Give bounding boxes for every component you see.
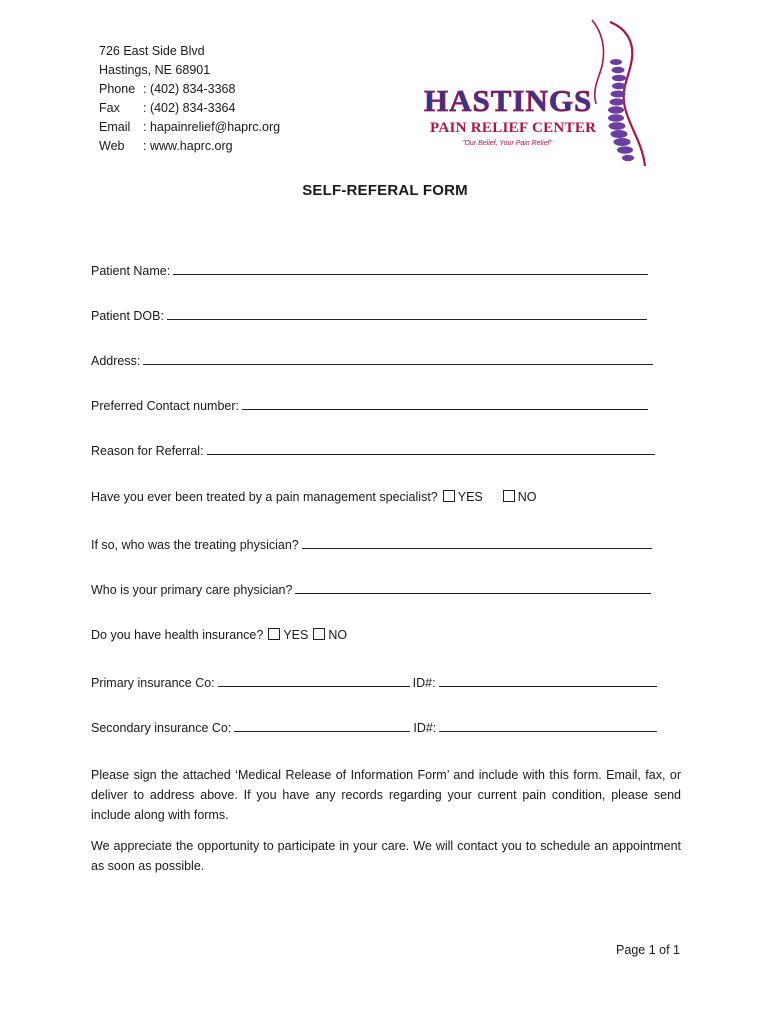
insurance-yes-checkbox[interactable] (268, 628, 280, 640)
contact-block (99, 42, 280, 156)
primary-physician-label: Who is your primary care physician? (91, 583, 293, 597)
secondary-insurance-label: Secondary insurance Co: (91, 721, 232, 735)
patient-name-row (91, 262, 648, 278)
primary-physician-field[interactable] (295, 581, 651, 594)
appreciation-paragraph: We appreciate the opportunity to participate in your care. We will contact you to schedule an appointment as soon as possible. (91, 839, 681, 873)
primary-insurance-row (91, 674, 657, 690)
contact-number-row (91, 397, 648, 413)
patient-name-label: Patient Name: (91, 264, 171, 278)
primary-physician-row (91, 581, 651, 597)
insurance-yes-label: YES (283, 628, 309, 642)
page-number: Page 1 of 1 (616, 943, 680, 957)
hastings-logo (420, 18, 680, 178)
logo-name: HASTINGS (424, 83, 593, 118)
patient-name-field[interactable] (173, 262, 648, 275)
reason-label: Reason for Referral: (91, 444, 204, 458)
address-line-1: 726 East Side Blvd (99, 44, 205, 58)
phone-label: Phone (99, 82, 136, 96)
treated-question-row (91, 489, 537, 504)
fax-value: : (402) 834-3364 (143, 101, 236, 115)
email-label: Email (99, 120, 131, 134)
treated-no-label: NO (517, 490, 537, 504)
address-row (91, 352, 653, 368)
silhouette-front-curve (592, 20, 604, 104)
treating-physician-field[interactable] (302, 536, 652, 549)
web-label: Web (99, 139, 125, 153)
treated-question-label: Have you ever been treated by a pain management specialist? (91, 490, 438, 504)
address-field[interactable] (143, 352, 653, 365)
fax-row (99, 99, 280, 118)
secondary-id-label: ID#: (413, 721, 437, 735)
treating-physician-row (91, 536, 652, 552)
reason-field[interactable] (207, 442, 655, 455)
fax-label: Fax (99, 101, 120, 115)
phone-row (99, 80, 280, 99)
spine-icon (608, 59, 634, 161)
primary-insurance-label: Primary insurance Co: (91, 676, 215, 690)
treated-yes-label: YES (457, 490, 483, 504)
logo-subtitle: PAIN RELIEF CENTER (430, 120, 597, 136)
email-row (99, 118, 280, 137)
insurance-no-checkbox[interactable] (313, 628, 325, 640)
secondary-insurance-row (91, 719, 657, 735)
form-title: SELF-REFERAL FORM (302, 182, 468, 199)
patient-dob-row (91, 307, 647, 323)
primary-id-field[interactable] (439, 674, 657, 687)
treating-physician-label: If so, who was the treating physician? (91, 538, 299, 552)
treated-no-checkbox[interactable] (503, 490, 515, 502)
patient-dob-label: Patient DOB: (91, 309, 164, 323)
instructions-paragraph: Please sign the attached ‘Medical Release of Information Form’ and include with this form. Email, fax, or deliver to address above. If you have any records regarding your current pain condition, please send include along with forms. (91, 768, 681, 822)
treated-yes-checkbox[interactable] (443, 490, 455, 502)
address-line-2: Hastings, NE 68901 (99, 63, 211, 77)
primary-insurance-field[interactable] (218, 674, 410, 687)
contact-number-label: Preferred Contact number: (91, 399, 239, 413)
insurance-question-label: Do you have health insurance? (91, 628, 264, 642)
web-value: : www.haprc.org (143, 139, 233, 153)
phone-value: : (402) 834-3368 (143, 82, 236, 96)
secondary-id-field[interactable] (439, 719, 657, 732)
address-label: Address: (91, 354, 141, 368)
email-value: : hapainrelief@haprc.org (143, 120, 281, 134)
secondary-insurance-field[interactable] (234, 719, 410, 732)
contact-number-field[interactable] (242, 397, 648, 410)
web-row (99, 137, 280, 156)
primary-id-label: ID#: (412, 676, 436, 690)
reason-row (91, 442, 655, 458)
patient-dob-field[interactable] (167, 307, 647, 320)
insurance-question-row (91, 627, 347, 642)
logo-tagline: "Our Belief, Your Pain Relief" (462, 140, 553, 147)
insurance-no-label: NO (328, 628, 348, 642)
